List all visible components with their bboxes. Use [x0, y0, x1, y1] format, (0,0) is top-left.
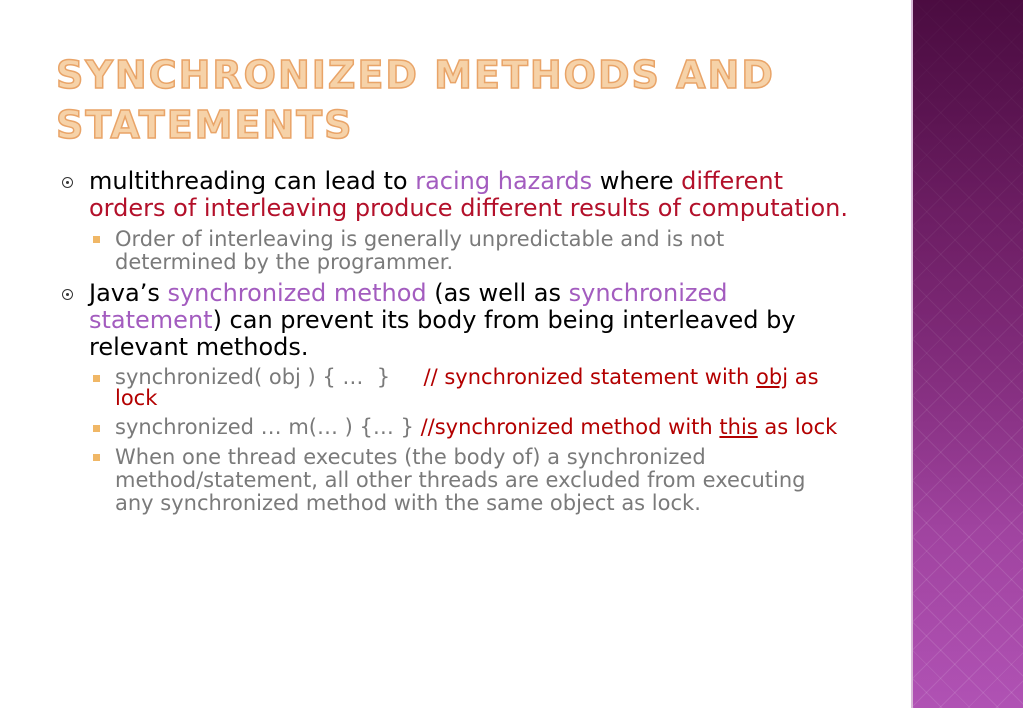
code-snippet: synchronized( obj ) { … } — [115, 365, 424, 389]
square-bullet-icon — [93, 375, 100, 382]
underlined-keyword: obj — [756, 365, 789, 389]
sub-bullet-text: Order of interleaving is generally unpredictable and is not determined by the programmer. — [115, 227, 725, 274]
code-comment: //synchronized method with — [420, 415, 720, 439]
highlight-racing-hazards: racing hazards — [415, 167, 593, 195]
slide-title — [56, 50, 816, 150]
bullet-text: (as well as — [426, 279, 569, 307]
sub-bullet-interleaving-order — [60, 228, 850, 274]
circle-bullet-icon — [62, 177, 73, 188]
underlined-keyword: this — [719, 415, 758, 439]
highlight-synchronized-statement: synchronized statement — [89, 279, 728, 334]
bullet-java-synchronized — [60, 280, 850, 361]
bullet-multithreading — [60, 168, 850, 222]
code-snippet: synchronized … m(… ) {… } — [115, 415, 421, 439]
decorative-side-panel — [911, 0, 1023, 708]
code-comment: as lock — [115, 365, 819, 410]
square-bullet-icon — [93, 454, 100, 461]
bullet-text: multithreading can lead to — [89, 167, 416, 195]
bullet-text: where — [592, 167, 682, 195]
code-comment: as lock — [757, 415, 838, 439]
bullet-text: Java’s — [89, 279, 168, 307]
title-line-1: SYNCHRONIZED METHODS AND — [56, 53, 775, 97]
circle-bullet-icon — [62, 289, 73, 300]
sub-list-2 — [60, 367, 850, 515]
highlight-different-orders: different orders of interleaving produce different results of computation. — [89, 167, 848, 222]
square-bullet-icon — [93, 236, 100, 243]
sub-bullet-synchronized-method — [60, 417, 850, 438]
highlight-synchronized-method: synchronized method — [167, 279, 427, 307]
sub-bullet-text: When one thread executes (the body of) a synchronized method/statement, all other threads are excluded from executing any synchronized method with the same object as lock. — [115, 445, 806, 515]
title-line-2: STATEMENTS — [56, 103, 354, 147]
sub-list-1 — [60, 228, 850, 274]
slide-content — [60, 168, 850, 521]
sub-bullet-synchronized-statement — [60, 367, 850, 409]
bullet-text: ) can prevent its body from being interleaved by relevant methods. — [89, 306, 796, 361]
code-comment: // synchronized statement with — [423, 365, 757, 389]
square-bullet-icon — [93, 425, 100, 432]
sub-bullet-thread-exclusion — [60, 446, 850, 515]
